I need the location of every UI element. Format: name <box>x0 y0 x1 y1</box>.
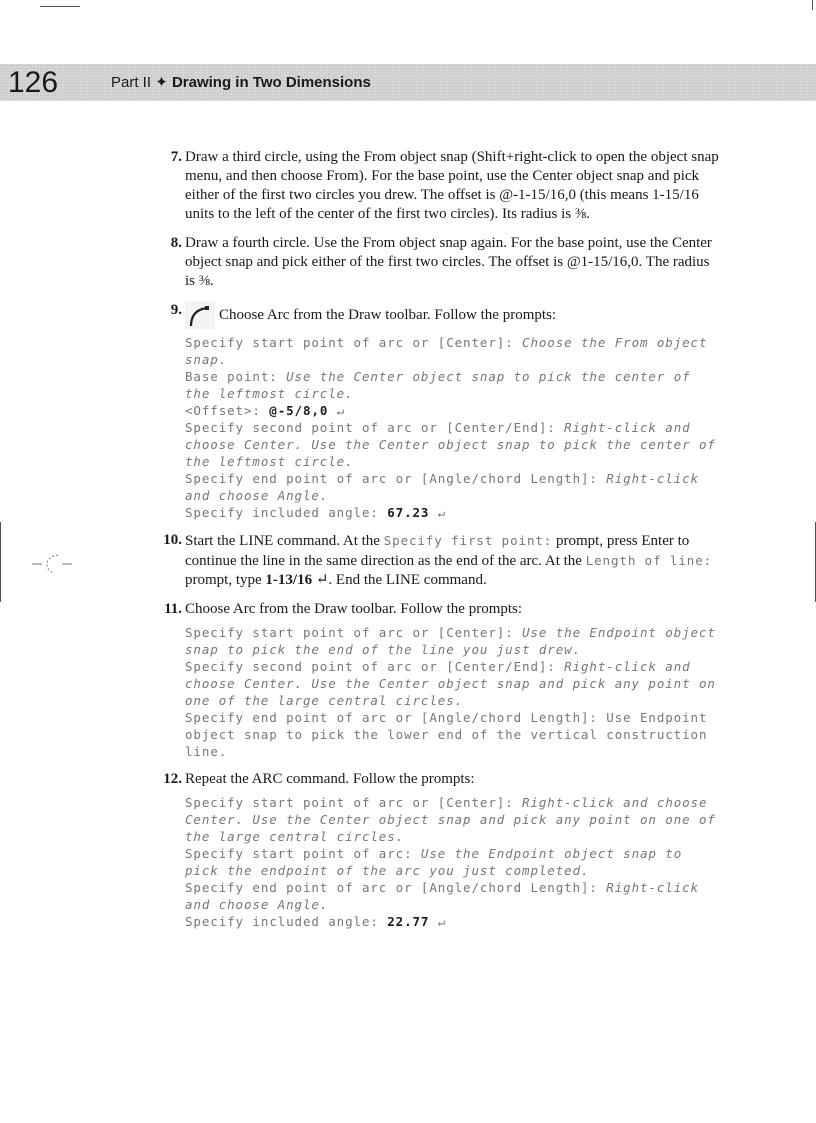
prompt-text: Specify second point of arc or [Center/End]: <box>185 659 565 674</box>
step-text: Choose Arc from the Draw toolbar. Follow the prompts: <box>219 307 557 323</box>
step-number: 11. <box>164 601 182 617</box>
prompt-action: Right-click and choose Center. Use the Center object snap and pick any point on one of the large central circles. <box>185 659 725 708</box>
step-7 <box>160 148 720 224</box>
step-text-part: Start the LINE command. At the <box>185 533 384 549</box>
inline-prompt: Length of line: <box>585 553 713 568</box>
running-header <box>111 64 371 101</box>
prompt-action: Right-click and choose Angle. <box>185 880 708 912</box>
prompt-text: Specify end point of arc or [Angle/chord Length]: <box>185 880 607 895</box>
prompt-action: Right-click and choose Center. Use the Center object snap and pick any point on one of the large central circles. <box>185 795 725 844</box>
step-number: 10. <box>163 532 182 548</box>
step-9 <box>160 301 725 521</box>
step-text-part: . End the LINE command. <box>328 572 487 588</box>
prompt-text: Specify second point of arc or [Center/End]: <box>185 420 565 435</box>
step-text: Repeat the ARC command. Follow the prompts: <box>185 771 475 787</box>
prompt-text: <Offset>: <box>185 403 270 418</box>
command-prompts <box>185 334 725 521</box>
step-text-part: prompt, type <box>185 572 266 588</box>
step-number: 8. <box>170 235 182 251</box>
enter-key-icon: ↵ <box>437 914 447 929</box>
prompt-value: 67.23 <box>387 505 430 520</box>
prompt-action: Right-click and choose Angle. <box>185 471 708 503</box>
step-number: 9. <box>170 302 182 318</box>
command-prompts <box>185 794 725 930</box>
margin-arc-icon <box>30 548 86 578</box>
prompt-value: @-5/8,0 <box>269 403 329 418</box>
enter-key-icon: ↵ <box>336 403 346 418</box>
prompt-action: Use the Endpoint object snap to pick the endpoint of the arc you just completed. <box>185 846 691 878</box>
step-text-part: prompt, press Enter to continue the line in the same direction as the end of the arc. At the <box>185 533 690 569</box>
prompt-text: Specify included angle: <box>185 505 388 520</box>
left-margin-bar <box>0 522 1 602</box>
step-8 <box>160 234 720 291</box>
prompt-text: Specify end point of arc or [Angle/chord Length]: Use Endpoint object snap to pick the lower end of the vertical construction line. <box>185 710 716 759</box>
inline-prompt: Specify first point: <box>383 533 553 548</box>
enter-key-icon: ↵ <box>315 572 329 588</box>
prompt-text: Specify start point of arc or [Center]: <box>185 795 523 810</box>
part-label: Part II <box>111 74 152 91</box>
prompt-action: Use the Center object snap to pick the center of the leftmost circle. <box>185 369 699 401</box>
arc-icon <box>185 301 215 329</box>
prompt-text: Specify start point of arc or [Center]: <box>185 335 523 350</box>
prompt-text: Specify start point of arc: <box>185 846 421 861</box>
step-text <box>185 531 720 590</box>
page-number: 126 <box>8 66 59 99</box>
step-number: 7. <box>170 149 182 165</box>
corner-tick <box>812 0 813 10</box>
step-number: 12. <box>163 771 182 787</box>
prompt-action: Choose the From object snap. <box>185 335 716 367</box>
enter-key-icon: ↵ <box>437 505 447 520</box>
step-11 <box>160 600 725 760</box>
diamond-icon: ✦ <box>155 74 168 91</box>
step-12 <box>160 770 725 930</box>
step-10 <box>160 531 720 590</box>
prompt-text: Specify included angle: <box>185 914 388 929</box>
prompt-text: Base point: <box>185 369 287 384</box>
top-rule <box>40 6 80 7</box>
command-prompts <box>185 624 725 760</box>
prompt-text: Specify end point of arc or [Angle/chord Length]: <box>185 471 607 486</box>
prompt-action: Right-click and choose Center. Use the Center object snap to pick the center of the leftmost circle. <box>185 420 725 469</box>
step-text: Draw a fourth circle. Use the From object snap again. For the base point, use the Center object snap and pick either of the first two circles. The offset is @1-15/16,0. The radius is ⅜. <box>185 235 712 289</box>
prompt-action: Use the Endpoint object snap to pick the end of the line you just drew. <box>185 625 725 657</box>
step-text: Draw a third circle, using the From object snap (Shift+right-click to open the object snap menu, and then choose From). For the base point, use the Center object snap and pick either of the first two circles you drew. The offset is @-1-15/16,0 (this means 1-15/16 units to the left of the center of the first two circles). Its radius is ⅜. <box>185 149 719 222</box>
step-text: Choose Arc from the Draw toolbar. Follow the prompts: <box>185 601 523 617</box>
step-list <box>160 148 725 940</box>
typed-value: 1-13/16 <box>265 572 313 588</box>
step-text-line <box>185 301 720 329</box>
prompt-text: Specify start point of arc or [Center]: <box>185 625 523 640</box>
prompt-value: 22.77 <box>387 914 430 929</box>
chapter-title: Drawing in Two Dimensions <box>171 74 371 91</box>
